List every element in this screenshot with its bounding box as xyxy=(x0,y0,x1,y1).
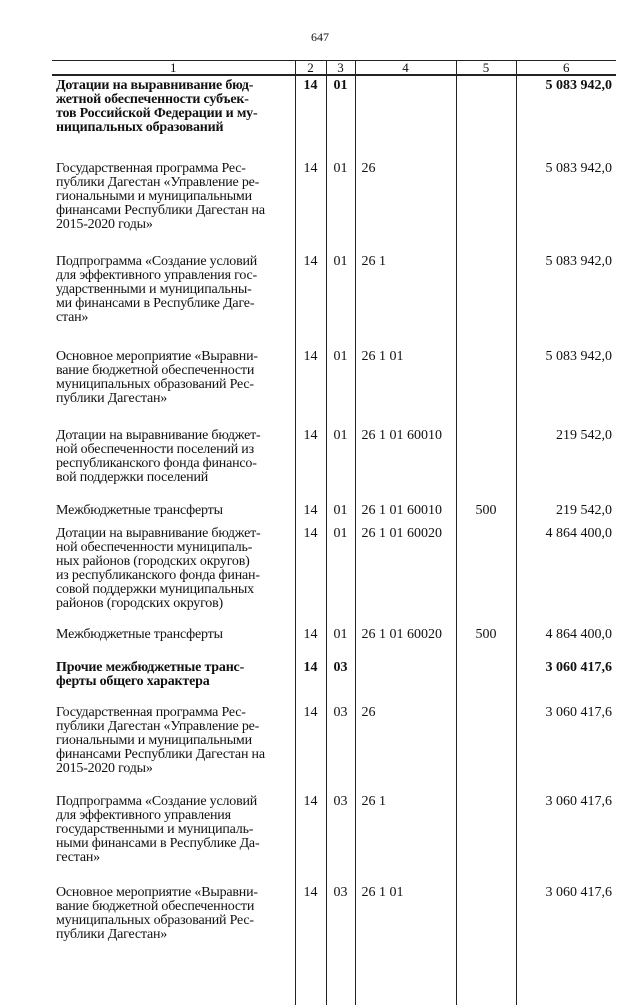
filler-cell xyxy=(295,942,326,1005)
row-target-article: 26 1 01 60020 xyxy=(355,518,456,611)
row-subsection: 01 xyxy=(326,611,355,642)
table-row xyxy=(52,611,616,642)
header-col-5: 5 xyxy=(456,61,516,76)
row-target-article: 26 1 01 60010 xyxy=(355,406,456,485)
row-subsection: 01 xyxy=(326,406,355,485)
table-row xyxy=(52,135,616,232)
row-name: Основное мероприятие «Выравни- вание бюджетной обеспеченности муниципальных образований Рес- публики Дагестан» xyxy=(56,885,258,942)
row-amount: 219 542,0 xyxy=(516,485,616,518)
row-section: 14 xyxy=(295,75,326,135)
row-section: 14 xyxy=(295,611,326,642)
header-col-4: 4 xyxy=(355,61,456,76)
row-target-article xyxy=(355,75,456,135)
row-expense-type: 500 xyxy=(456,485,516,518)
row-subsection: 01 xyxy=(326,325,355,406)
row-expense-type xyxy=(456,689,516,776)
row-expense-type xyxy=(456,518,516,611)
row-name: Дотации на выравнивание бюд- жетной обеспеченности субъек- тов Российской Федерации и му- ниципальных образований xyxy=(56,78,258,135)
budget-table xyxy=(52,60,616,1005)
table-filler-row xyxy=(52,942,616,1005)
row-subsection: 01 xyxy=(326,75,355,135)
row-section: 14 xyxy=(295,518,326,611)
row-name: Дотации на выравнивание бюджет- ной обеспеченности поселений из республиканского фонда финансо- вой поддержки поселений xyxy=(56,428,261,485)
header-col-3: 3 xyxy=(326,61,355,76)
row-expense-type xyxy=(456,406,516,485)
row-expense-type xyxy=(456,776,516,865)
row-target-article: 26 1 01 xyxy=(355,865,456,942)
page-number: 647 xyxy=(311,30,329,44)
row-name: Основное мероприятие «Выравни- вание бюджетной обеспеченности муниципальных образований Рес- публики Дагестан» xyxy=(56,349,258,406)
row-name: Дотации на выравнивание бюджет- ной обеспеченности муниципаль- ных районов (городских округов) из республиканского фонда финан- совой поддержки муниципальных районов (городских округов) xyxy=(56,526,261,611)
filler-cell xyxy=(355,942,456,1005)
row-amount: 3 060 417,6 xyxy=(516,776,616,865)
table-row xyxy=(52,689,616,776)
table-row xyxy=(52,325,616,406)
row-expense-type xyxy=(456,135,516,232)
filler-cell xyxy=(52,942,295,1005)
row-expense-type xyxy=(456,75,516,135)
row-amount: 3 060 417,6 xyxy=(516,865,616,942)
table-body xyxy=(52,75,616,1005)
header-col-2: 2 xyxy=(295,61,326,76)
row-section: 14 xyxy=(295,485,326,518)
row-target-article: 26 xyxy=(355,135,456,232)
row-section: 14 xyxy=(295,689,326,776)
row-subsection: 03 xyxy=(326,689,355,776)
filler-cell xyxy=(456,942,516,1005)
row-amount: 5 083 942,0 xyxy=(516,232,616,325)
filler-cell xyxy=(326,942,355,1005)
table-row xyxy=(52,518,616,611)
row-section: 14 xyxy=(295,232,326,325)
row-target-article: 26 1 01 60020 xyxy=(355,611,456,642)
table-row xyxy=(52,75,616,135)
table-row xyxy=(52,406,616,485)
header-row xyxy=(52,61,616,76)
row-amount: 5 083 942,0 xyxy=(516,135,616,232)
table-row xyxy=(52,776,616,865)
row-subsection: 01 xyxy=(326,135,355,232)
row-target-article: 26 1 xyxy=(355,232,456,325)
row-subsection: 03 xyxy=(326,642,355,689)
row-expense-type xyxy=(456,325,516,406)
row-name: Подпрограмма «Создание условий для эффективного управления государственными и муниципаль- ными финансами в Республике Да- гестан» xyxy=(56,794,260,865)
table-header xyxy=(52,61,616,76)
row-expense-type xyxy=(456,642,516,689)
row-target-article: 26 1 01 xyxy=(355,325,456,406)
row-name: Межбюджетные трансферты xyxy=(56,627,223,642)
row-subsection: 01 xyxy=(326,485,355,518)
table-row xyxy=(52,232,616,325)
row-name: Подпрограмма «Создание условий для эффективного управления гос- ударственными и муниципальны- ми финансами в Республике Даге- стан» xyxy=(56,254,258,325)
table-row xyxy=(52,642,616,689)
row-amount: 3 060 417,6 xyxy=(516,642,616,689)
header-col-1: 1 xyxy=(52,61,295,76)
row-target-article xyxy=(355,642,456,689)
row-name: Прочие межбюджетные транс- ферты общего характера xyxy=(56,660,245,689)
row-amount: 3 060 417,6 xyxy=(516,689,616,776)
row-amount: 219 542,0 xyxy=(516,406,616,485)
row-expense-type: 500 xyxy=(456,611,516,642)
row-target-article: 26 1 01 60010 xyxy=(355,485,456,518)
row-target-article: 26 xyxy=(355,689,456,776)
row-name: Межбюджетные трансферты xyxy=(56,503,223,518)
row-section: 14 xyxy=(295,135,326,232)
row-amount: 4 864 400,0 xyxy=(516,611,616,642)
row-section: 14 xyxy=(295,642,326,689)
header-col-6: 6 xyxy=(516,61,616,76)
row-amount: 5 083 942,0 xyxy=(516,325,616,406)
row-name: Государственная программа Рес- публики Дагестан «Управление ре- гиональными и муниципальными финансами Республики Дагестан на 2015-2020 годы» xyxy=(56,705,265,776)
row-name: Государственная программа Рес- публики Дагестан «Управление ре- гиональными и муниципальными финансами Республики Дагестан на 2015-2020 годы» xyxy=(56,161,265,232)
row-amount: 4 864 400,0 xyxy=(516,518,616,611)
row-section: 14 xyxy=(295,325,326,406)
row-expense-type xyxy=(456,232,516,325)
row-subsection: 01 xyxy=(326,518,355,611)
row-section: 14 xyxy=(295,776,326,865)
row-subsection: 03 xyxy=(326,776,355,865)
row-amount: 5 083 942,0 xyxy=(516,75,616,135)
row-subsection: 01 xyxy=(326,232,355,325)
row-expense-type xyxy=(456,865,516,942)
table-row xyxy=(52,865,616,942)
table-row xyxy=(52,485,616,518)
row-target-article: 26 1 xyxy=(355,776,456,865)
filler-cell xyxy=(516,942,616,1005)
row-section: 14 xyxy=(295,865,326,942)
row-section: 14 xyxy=(295,406,326,485)
row-subsection: 03 xyxy=(326,865,355,942)
